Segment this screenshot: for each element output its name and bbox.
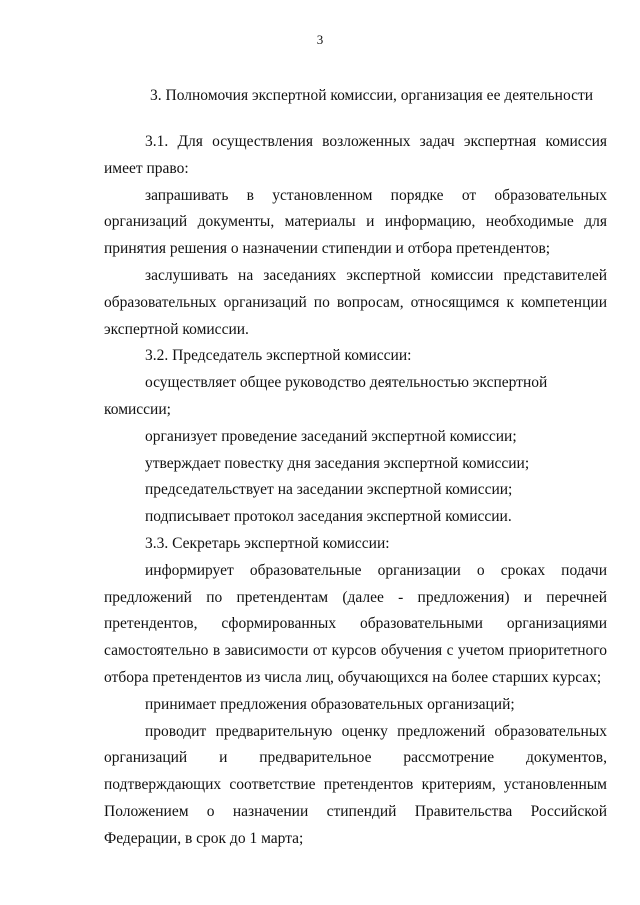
page-number: 3 bbox=[316, 32, 324, 47]
paragraph-approve-agenda: утверждает повестку дня заседания экспертной комиссии; bbox=[145, 454, 530, 472]
paragraph-hear-representatives: заслушивать на заседаниях экспертной комиссии представителей образовательных организаций по вопросам, относящимся к компетенции экспертной комиссии. bbox=[104, 266, 607, 338]
paragraph-inform-organizations: информирует образовательные организации о сроках подачи предложений по претендентам (далее - предложения) и перечней претендентов, сформированных образовательными организациями самостоятельно в зависимости от курсов обучения с учетом приоритетного отбора претендентов из числа лиц, обучающихся на более старших курсах; bbox=[104, 561, 607, 686]
section-body bbox=[104, 129, 607, 853]
paragraph-accept-proposals: принимает предложения образовательных организаций; bbox=[145, 695, 515, 713]
paragraph-3-3: 3.3. Секретарь экспертной комиссии: bbox=[145, 534, 390, 552]
paragraph-preside: председательствует на заседании экспертной комиссии; bbox=[145, 481, 513, 499]
paragraph-3-2: 3.2. Председатель экспертной комиссии: bbox=[145, 347, 412, 365]
paragraph-sign-protocol: подписывает протокол заседания экспертной комиссии. bbox=[145, 508, 512, 526]
paragraph-general-management: осуществляет общее руководство деятельностью экспертной комиссии; bbox=[104, 374, 548, 418]
paragraph-3-1: 3.1. Для осуществления возложенных задач экспертная комиссия имеет право: bbox=[104, 133, 607, 177]
paragraph-organize-meetings: организует проведение заседаний экспертной комиссии; bbox=[145, 427, 517, 445]
paragraph-preliminary-assessment: проводит предварительную оценку предложений образовательных организаций и предварительное рассмотрение документов, подтверждающих соответствие претендентов критериям, установленным Положением о назначении стипендий Правительства Российской Федерации, в срок до 1 марта; bbox=[104, 722, 607, 847]
paragraph-request-documents: запрашивать в установленном порядке от образовательных организаций документы, материалы и информацию, необходимые для принятия решения о назначении стипендии и отбора претендентов; bbox=[104, 186, 607, 258]
section-heading: 3. Полномочия экспертной комиссии, организация ее деятельности bbox=[150, 87, 594, 104]
